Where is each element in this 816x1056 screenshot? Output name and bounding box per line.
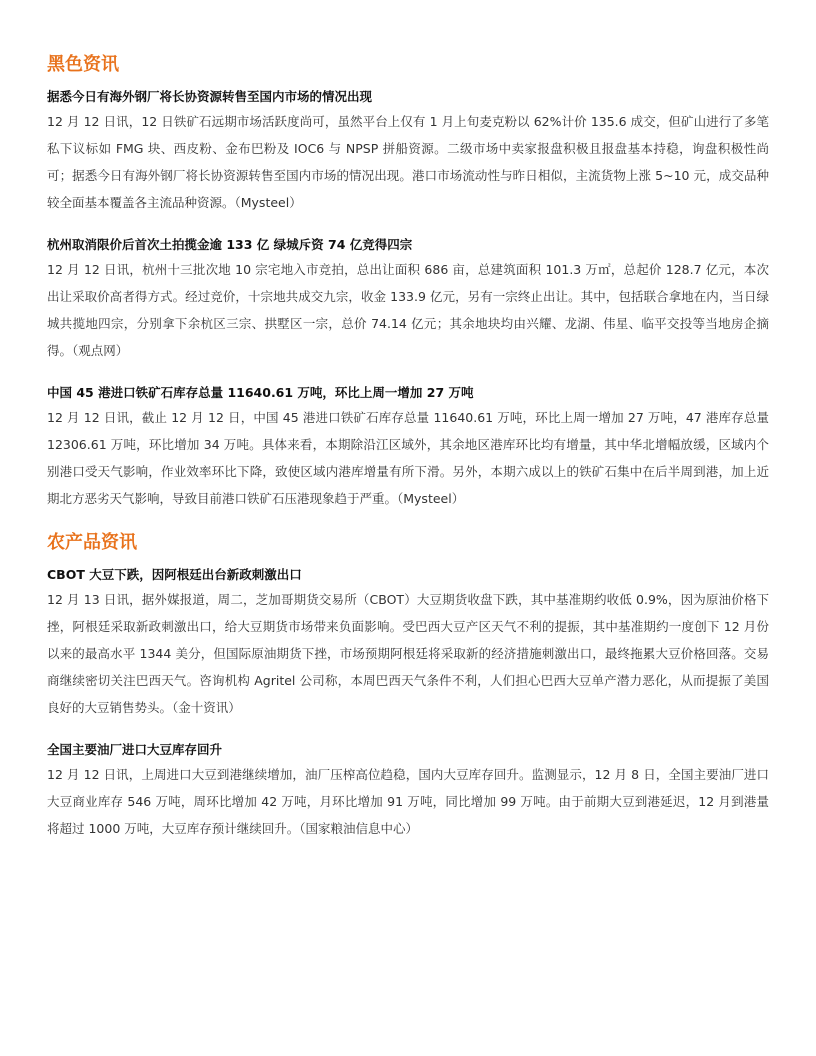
article [47,234,769,364]
article-headline: CBOT 大豆下跌，因阿根廷出台新政刺激出口 [47,567,302,582]
article-headline: 中国 45 港进口铁矿石库存总量 11640.61 万吨，环比上周一增加 27 万吨 [47,385,474,400]
section-black-news [47,52,769,512]
article-body: 12 月 12 日讯，杭州十三批次地 10 宗宅地入市竞拍，总出让面积 686 亩，总建筑面积 101.3 万㎡，总起价 128.7 亿元，本次出让采取价高者得方式。经过竞价，十宗地共成交九宗，收金 133.9 亿元，另有一宗终止出让。其中，包括联合拿地在内，当日绿城共揽地四宗，分别拿下余杭区三宗、拱墅区一宗，总价 74.14 亿元；其余地块均由兴耀、龙湖、伟星、临平交投等当地房企摘得。（观点网） [47,262,769,358]
article-body: 12 月 12 日讯，12 日铁矿石远期市场活跃度尚可，虽然平台上仅有 1 月上旬麦克粉以 62%计价 135.6 成交，但矿山进行了多笔私下议标如 FMG 块、西皮粉、金布巴粉及 IOC6 与 NPSP 拼船资源。二级市场中卖家报盘积极且报盘基本持稳，询盘积极性尚可；据悉今日有海外钢厂将长协资源转售至国内市场的情况出现。港口市场流动性与昨日相似，主流货物上涨 5~10 元，成交品种较全面基本覆盖各主流品种资源。（Mysteel） [47,114,769,210]
section-title: 黑色资讯 [47,54,119,75]
section-agri-news [47,530,769,842]
article [47,86,769,216]
article [47,739,769,842]
article-headline: 杭州取消限价后首次土拍揽金逾 133 亿 绿城斥资 74 亿竞得四宗 [47,237,413,252]
article [47,382,769,512]
article-body: 12 月 13 日讯，据外媒报道，周二，芝加哥期货交易所（CBOT）大豆期货收盘下跌，其中基准期约收低 0.9%，因为原油价格下挫，阿根廷采取新政刺激出口，给大豆期货市场带来负面影响。受巴西大豆产区天气不利的提振，其中基准期约一度创下 12 月份以来的最高水平 1344 美分，但国际原油期货下挫，市场预期阿根廷将采取新的经济措施刺激出口，最终拖累大豆价格回落。交易商继续密切关注巴西天气。咨询机构 Agritel 公司称，本周巴西天气条件不利，人们担心巴西大豆单产潜力恶化，从而提振了美国良好的大豆销售势头。（金十资讯） [47,592,769,715]
section-title: 农产品资讯 [47,532,137,553]
article-headline: 据悉今日有海外钢厂将长协资源转售至国内市场的情况出现 [47,89,373,104]
article [47,564,769,721]
article-body: 12 月 12 日讯，截止 12 月 12 日，中国 45 港进口铁矿石库存总量 11640.61 万吨，环比上周一增加 27 万吨，47 港库存总量 12306.61 万吨，环比增加 34 万吨。具体来看，本期除沿江区域外，其余地区港库环比均有增量，其中华北增幅放缓，区域内个别港口受天气影响，作业效率环比下降，致使区域内港库增量有所下滑。另外，本期六成以上的铁矿石集中在后半周到港，加上近期北方恶劣天气影响，导致目前港口铁矿石压港现象趋于严重。（Mysteel） [47,410,769,506]
article-headline: 全国主要油厂进口大豆库存回升 [47,742,223,757]
article-body: 12 月 12 日讯，上周进口大豆到港继续增加，油厂压榨高位趋稳，国内大豆库存回升。监测显示，12 月 8 日，全国主要油厂进口大豆商业库存 546 万吨，周环比增加 42 万吨，月环比增加 91 万吨，同比增加 99 万吨。由于前期大豆到港延迟，12 月到港量将超过 1000 万吨，大豆库存预计继续回升。（国家粮油信息中心） [47,767,769,836]
document-page [47,52,769,860]
